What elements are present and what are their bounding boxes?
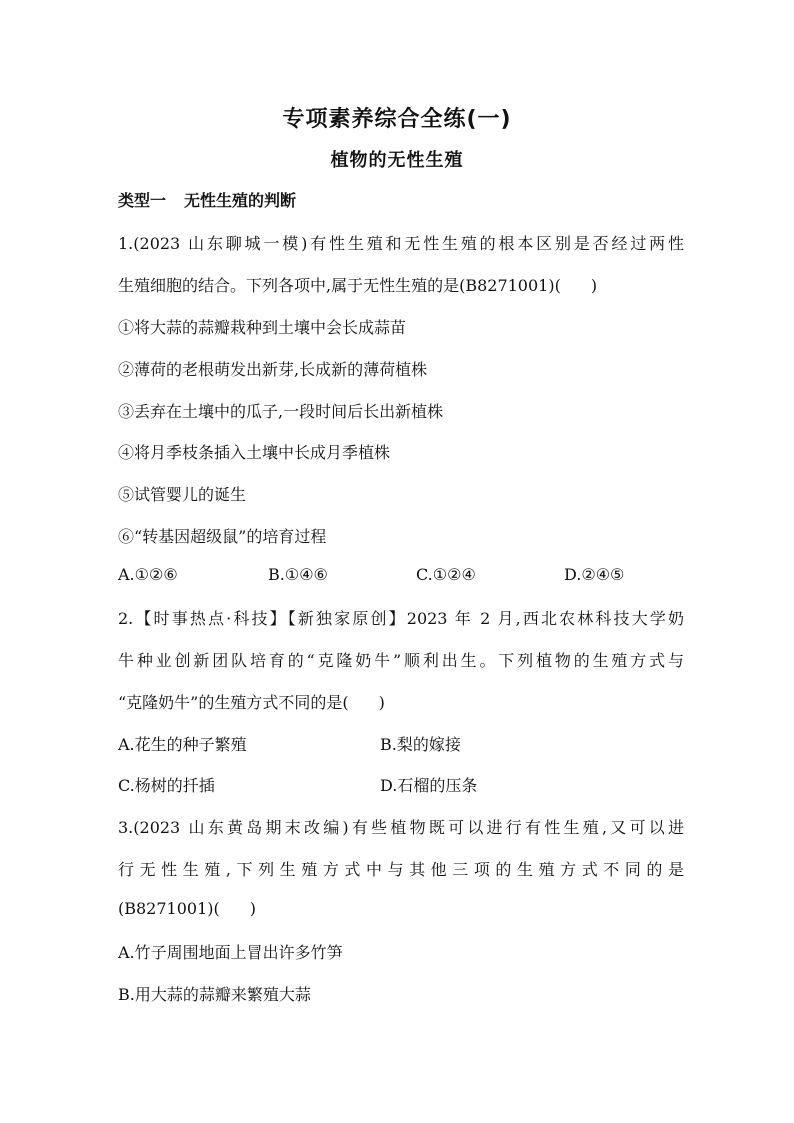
q3-stem-line-3 (118, 899, 684, 918)
q2-stem-line-1: 2.【时事热点·科技】【新独家原创】2023 年 2 月,西北农林科技大学奶 (118, 609, 684, 628)
q1-item: ④将月季枝条插入土壤中长成月季植株 (118, 443, 391, 462)
q1-item: ⑤试管婴儿的诞生 (118, 485, 247, 504)
page-subtitle: 植物的无性生殖 (330, 150, 464, 171)
section-type-label: 类型一 (118, 191, 167, 210)
q3-stem-text: (B8271001)( (118, 899, 220, 918)
section-heading (118, 188, 296, 211)
q3-option-a[interactable]: A.竹子周围地面上冒出许多竹笋 (118, 943, 343, 962)
q2-option-c[interactable]: C.杨树的扦插 (118, 776, 215, 795)
q1-paren-close: ) (590, 276, 598, 295)
q1-stem-text: 生殖细胞的结合。下列各项中,属于无性生殖的是(B8271001)( (118, 276, 561, 295)
q2-stem-line-3 (118, 690, 684, 713)
q1-option-d[interactable]: D.②④⑤ (564, 565, 625, 584)
q2-option-a[interactable]: A.花生的种子繁殖 (118, 735, 247, 754)
q2-option-b[interactable]: B.梨的嫁接 (380, 735, 461, 754)
q1-item: ②薄荷的老根萌发出新芽,长成新的薄荷植株 (118, 360, 428, 379)
q3-stem-line-2: 行无性生殖,下列生殖方式中与其他三项的生殖方式不同的是 (118, 860, 684, 879)
q3-option-b[interactable]: B.用大蒜的蒜瓣来繁殖大蒜 (118, 985, 311, 1004)
q2-paren-close: ) (378, 693, 385, 712)
q1-option-b[interactable]: B.①④⑥ (268, 565, 328, 584)
q1-option-a[interactable]: A.①②⑥ (118, 565, 178, 584)
q1-stem-line-1: 1.(2023 山东聊城一模)有性生殖和无性生殖的根本区别是否经过两性 (118, 234, 684, 253)
q1-item: ①将大蒜的蒜瓣栽种到土壤中会长成蒜苗 (118, 318, 407, 337)
q3-stem-line-1: 3.(2023 山东黄岛期末改编)有些植物既可以进行有性生殖,又可以进 (118, 818, 684, 837)
section-type-title: 无性生殖的判断 (184, 191, 297, 210)
q1-item: ⑥“转基因超级鼠”的培育过程 (118, 527, 327, 546)
q2-option-d[interactable]: D.石榴的压条 (380, 776, 478, 795)
q1-item: ③丢弃在土壤中的瓜子,一段时间后长出新植株 (118, 402, 444, 421)
page-title: 专项素养综合全练(一) (282, 107, 512, 132)
q3-paren-close: ) (249, 899, 256, 918)
q2-stem-text: “克隆奶牛”的生殖方式不同的是( (118, 693, 349, 712)
q2-stem-line-2: 牛种业创新团队培育的“克隆奶牛”顺利出生。下列植物的生殖方式与 (118, 651, 684, 670)
q1-option-c[interactable]: C.①②④ (416, 565, 476, 584)
q1-stem-line-2 (118, 273, 684, 296)
